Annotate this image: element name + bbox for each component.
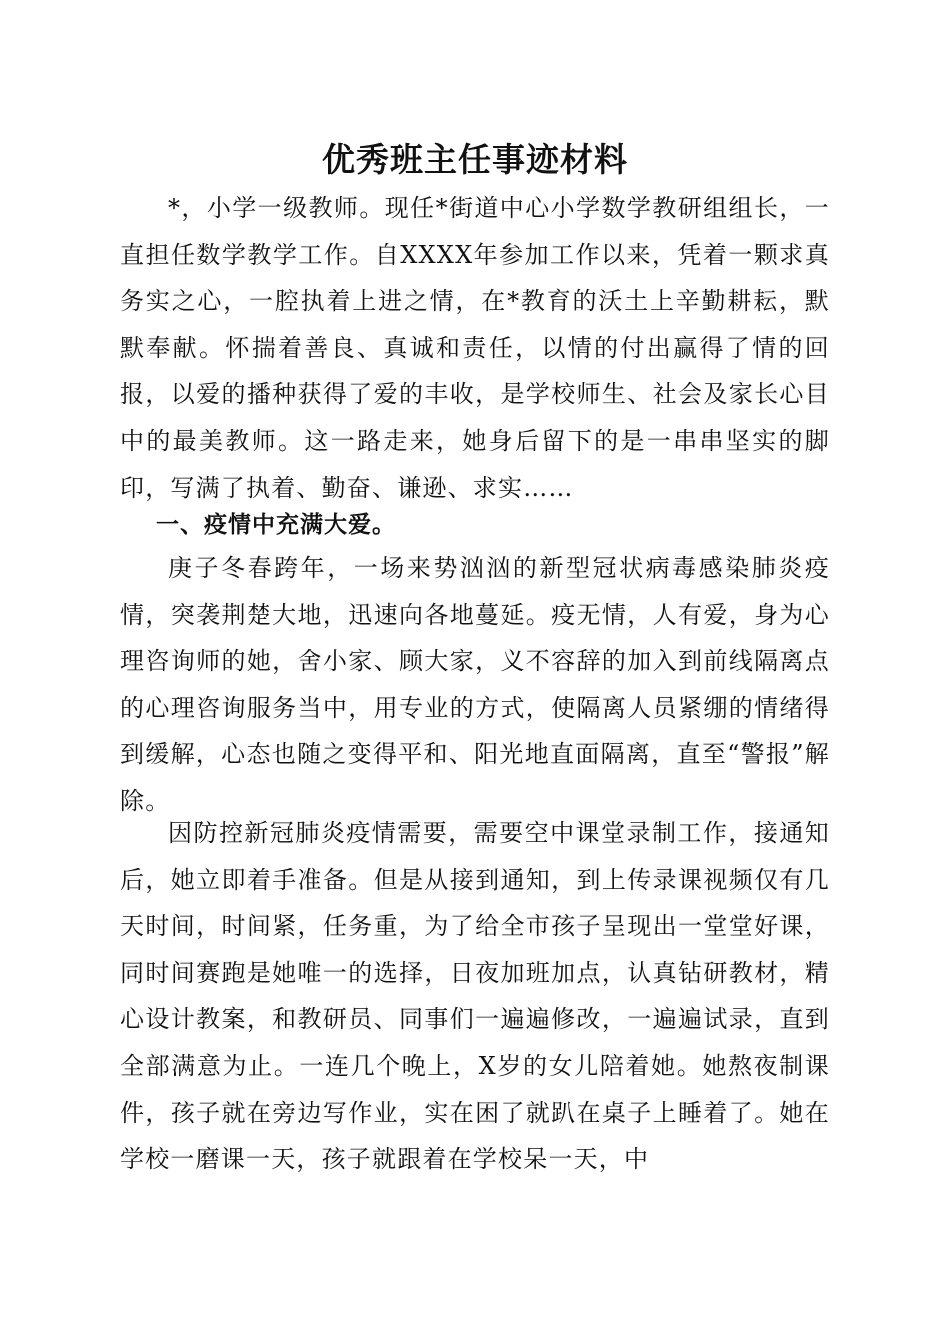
intro-paragraph: *，小学一级教师。现任*街道中心小学数学教研组组长，一直担任数学教学工作。自XXXX年参加工作以来，凭着一颗求真务实之心，一腔执着上进之情，在*教育的沃土上辛勤耕耘，默默奉献。怀揣着善良、真诚和责任，以情的付出赢得了情的回报，以爱的播种获得了爱的丰收，是学校师生、社会及家长心目中的最美教师。这一路走来，她身后留下的是一串串坚实的脚印，写满了执着、勤奋、谦逊、求实…… — [120, 194, 830, 502]
section-paragraph-2: 因防控新冠肺炎疫情需要，需要空中课堂录制工作，接通知后，她立即着手准备。但是从接到通知，到上传录课视频仅有几天时间，时间紧，任务重，为了给全市孩子呈现出一堂堂好课，同时间赛跑是她唯一的选择，日夜加班加点，认真钻研教材，精心设计教案，和教研员、同事们一遍遍修改，一遍遍试录，直到全部满意为止。一连几个晚上，X岁的女儿陪着她。她熬夜制课件，孩子就在旁边写作业，实在困了就趴在桌子上睡着了。她在学校一磨课一天，孩子就跟着在学校呆一天，中 — [120, 819, 830, 1174]
section-paragraph-1: 庚子冬春跨年，一场来势汹汹的新型冠状病毒感染肺炎疫情，突袭荆楚大地，迅速向各地蔓延。疫无情，人有爱，身为心理咨询师的她，舍小家、顾大家，义不容辞的加入到前线隔离点的心理咨询服务当中，用专业的方式，使隔离人员紧绷的情绪得到缓解，心态也随之变得平和、阳光地直面隔离，直至“警报”解除。 — [120, 554, 830, 815]
document-title: 优秀班主任事迹材料 — [322, 140, 628, 179]
section-heading: 一、疫情中充满大爱。 — [156, 512, 396, 538]
